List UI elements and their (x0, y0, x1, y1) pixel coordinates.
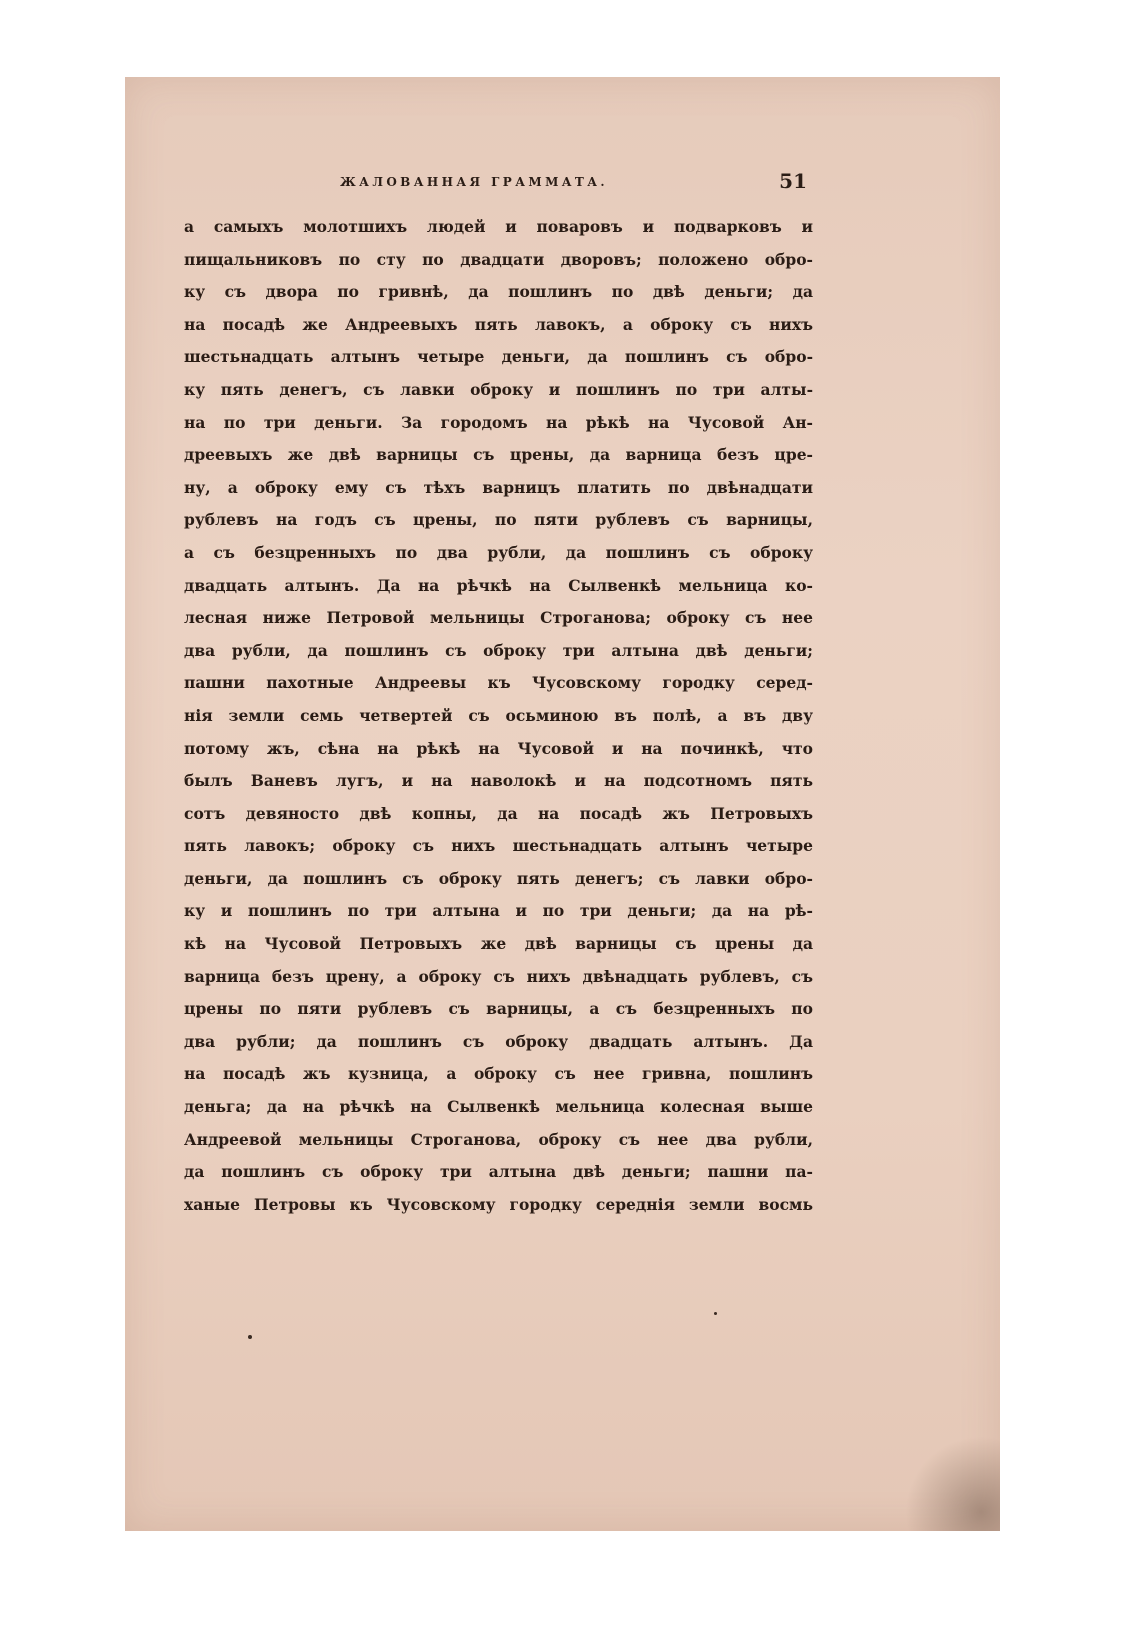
text-line: на по три деньги. За городомъ на рѣкѣ на Чусовой Ан- (184, 412, 813, 432)
text-line: шестьнадцать алтынъ четыре деньги, да пошлинъ съ обро- (184, 347, 813, 367)
text-line: деньги, да пошлинъ съ оброку пять денегъ; съ лавки обро- (184, 868, 813, 888)
page-number: 51 (779, 169, 807, 193)
text-line: два рубли; да пошлинъ съ оброку двадцать алтынъ. Да (184, 1031, 813, 1051)
text-line: пять лавокъ; оброку съ нихъ шестьнадцать алтынъ четыре (184, 836, 813, 856)
text-line: на посадѣ жъ кузница, а оброку съ нее гривна, пошлинъ (184, 1064, 813, 1084)
text-line: црены по пяти рублевъ съ варницы, а съ безцренныхъ по (184, 999, 813, 1019)
text-line: ханые Петровы къ Чусовскому городку середнія земли восмь (184, 1194, 813, 1214)
speck-mark (248, 1335, 252, 1339)
text-line: былъ Ваневъ лугъ, и на наволокѣ и на подсотномъ пять (184, 771, 813, 791)
text-line: пищальниковъ по сту по двадцати дворовъ; положено обро- (184, 249, 813, 269)
text-line: ку съ двора по гривнѣ, да пошлинъ по двѣ деньги; да (184, 282, 813, 302)
running-head-title: ЖАЛОВАННАЯ ГРАММАТА. (340, 175, 609, 189)
text-line: да пошлинъ съ оброку три алтына двѣ деньги; пашни па- (184, 1162, 813, 1182)
text-line: а самыхъ молотшихъ людей и поваровъ и подварковъ и (184, 217, 813, 236)
text-line: нія земли семь четвертей съ осьминою въ полѣ, а въ дву (184, 705, 813, 725)
text-line: деньга; да на рѣчкѣ на Сылвенкѣ мельница колесная выше (184, 1097, 813, 1117)
text-line: рублевъ на годъ съ црены, по пяти рублевъ съ варницы, (184, 510, 813, 530)
text-line: потому жъ, сѣна на рѣкѣ на Чусовой и на починкѣ, что (184, 738, 813, 758)
text-line: ку и пошлинъ по три алтына и по три деньги; да на рѣ- (184, 901, 813, 921)
text-line: на посадѣ же Андреевыхъ пять лавокъ, а оброку съ нихъ (184, 314, 813, 334)
text-line: двадцать алтынъ. Да на рѣчкѣ на Сылвенкѣ мельница ко- (184, 575, 813, 595)
text-line: кѣ на Чусовой Петровыхъ же двѣ варницы съ црены да (184, 934, 813, 954)
text-line: дреевыхъ же двѣ варницы съ црены, да варница безъ цре- (184, 445, 813, 465)
text-line: лесная ниже Петровой мельницы Строганова; оброку съ нее (184, 608, 813, 628)
text-line: ку пять денегъ, съ лавки оброку и пошлинъ по три алты- (184, 379, 813, 399)
text-line: ну, а оброку ему съ тѣхъ варницъ платить по двѣнадцати (184, 477, 813, 497)
text-line: два рубли, да пошлинъ съ оброку три алтына двѣ деньги; (184, 640, 813, 660)
text-line: пашни пахотные Андреевы къ Чусовскому городку серед- (184, 673, 813, 693)
text-line: Андреевой мельницы Строганова, оброку съ нее два рубли, (184, 1129, 813, 1149)
text-line: а съ безцренныхъ по два рубли, да пошлинъ съ оброку (184, 542, 813, 562)
speck-mark (714, 1312, 717, 1315)
text-line: сотъ девяносто двѣ копны, да на посадѣ жъ Петровыхъ (184, 803, 813, 823)
running-head (222, 171, 807, 197)
body-text (184, 211, 813, 1221)
text-line: варница безъ црену, а оброку съ нихъ двѣнадцать рублевъ, съ (184, 966, 813, 986)
